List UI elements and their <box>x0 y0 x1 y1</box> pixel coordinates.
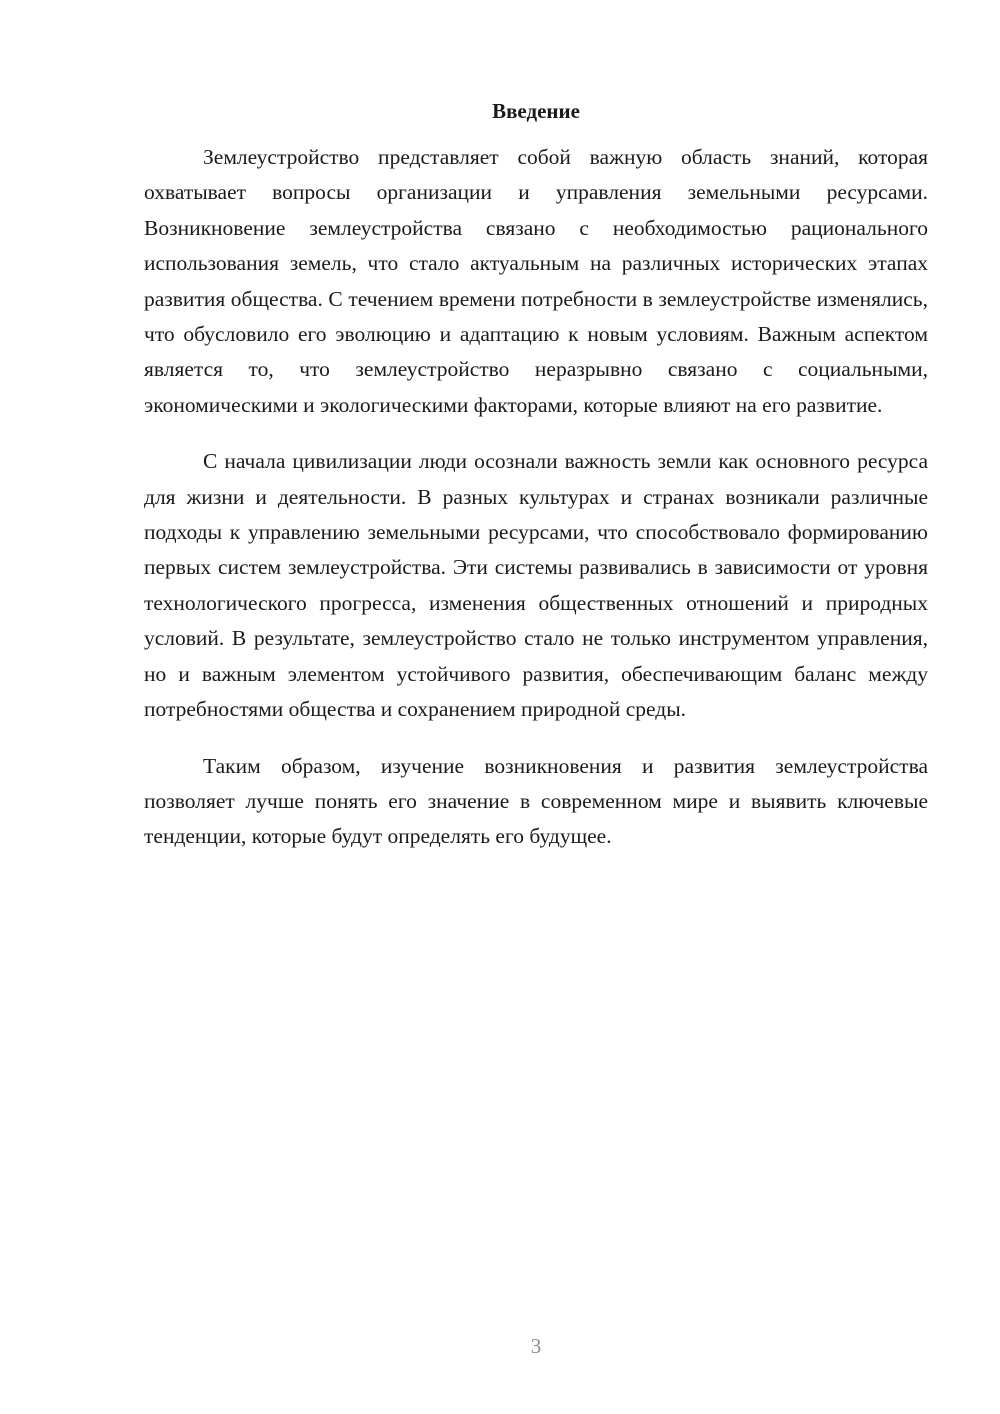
paragraph-3: Таким образом, изучение возникновения и развития землеустройства позволяет лучше понять его значение в современном мире и выявить ключевые тенденции, которые будут определять его будущее. <box>144 753 928 849</box>
body-text <box>144 140 928 876</box>
section-heading-wrapper <box>36 96 1000 126</box>
paragraph-1: Землеустройство представляет собой важную область знаний, которая охватывает вопросы организации и управления земельными ресурсами. Возникновение землеустройства связано с необходимостью рационального использования земель, что стало актуальным на различных исторических этапах развития общества. С течением времени потребности в землеустройстве изменялись, что обусловило его эволюцию и адаптацию к новым условиям. Важным аспектом является то, что землеустройство неразрывно связано с социальными, экономическими и экологическими факторами, которые влияют на его развитие. <box>144 145 928 417</box>
section-heading: Введение <box>492 99 580 123</box>
paragraph-2: С начала цивилизации люди осознали важность земли как основного ресурса для жизни и деятельности. В разных культурах и странах возникали различные подходы к управлению земельными ресурсами, что способствовало формированию первых систем землеустройства. Эти системы развивались в зависимости от уровня технологического прогресса, изменения общественных отношений и природных условий. В результате, землеустройство стало не только инструментом управления, но и важным элементом устойчивого развития, обеспечивающим баланс между потребностями общества и сохранением природной среды. <box>144 449 928 722</box>
page-number: 3 <box>530 1334 542 1358</box>
